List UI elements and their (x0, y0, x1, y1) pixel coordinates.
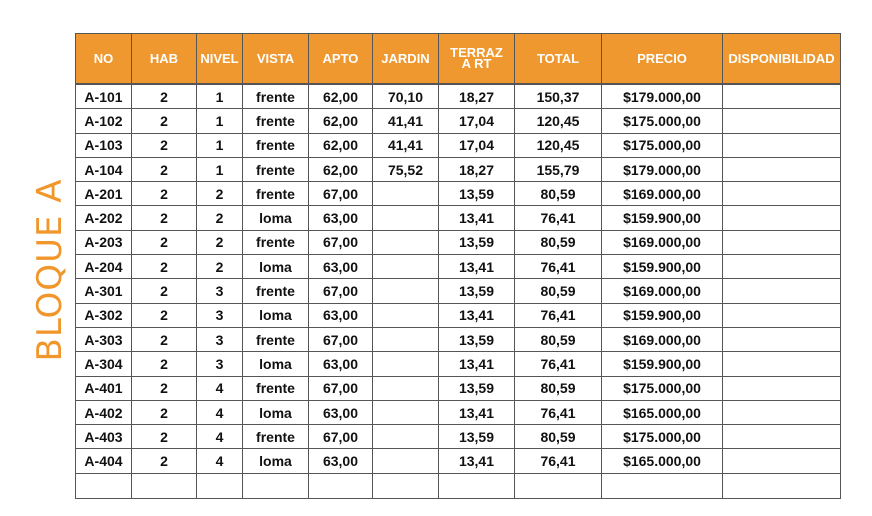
cell-no: A-102 (76, 109, 132, 133)
empty-cell (132, 473, 197, 498)
cell-apto: 67,00 (309, 376, 373, 400)
cell-disponibilidad (723, 255, 841, 279)
cell-apto: 62,00 (309, 109, 373, 133)
empty-cell (602, 473, 723, 498)
cell-jardin: 70,10 (373, 84, 439, 109)
cell-hab: 2 (132, 400, 197, 424)
block-label: BLOQUE A (30, 178, 70, 362)
table-row (76, 449, 841, 473)
cell-total: 76,41 (515, 352, 602, 376)
empty-table-row (76, 473, 841, 498)
table-row (76, 327, 841, 351)
apartment-price-table (75, 33, 841, 499)
cell-total: 155,79 (515, 157, 602, 181)
cell-disponibilidad (723, 303, 841, 327)
cell-disponibilidad (723, 327, 841, 351)
header-precio: PRECIO (602, 34, 723, 85)
cell-no: A-101 (76, 84, 132, 109)
empty-cell (439, 473, 515, 498)
cell-terraza: 17,04 (439, 133, 515, 157)
cell-vista: frente (243, 327, 309, 351)
cell-hab: 2 (132, 109, 197, 133)
table-row (76, 352, 841, 376)
cell-jardin: 41,41 (373, 109, 439, 133)
cell-terraza: 18,27 (439, 157, 515, 181)
cell-total: 80,59 (515, 376, 602, 400)
cell-total: 80,59 (515, 425, 602, 449)
cell-total: 80,59 (515, 182, 602, 206)
table-row (76, 425, 841, 449)
empty-cell (76, 473, 132, 498)
table-row (76, 133, 841, 157)
cell-jardin: 41,41 (373, 133, 439, 157)
cell-apto: 67,00 (309, 182, 373, 206)
cell-hab: 2 (132, 157, 197, 181)
cell-no: A-202 (76, 206, 132, 230)
cell-disponibilidad (723, 449, 841, 473)
cell-terraza: 18,27 (439, 84, 515, 109)
cell-hab: 2 (132, 84, 197, 109)
cell-hab: 2 (132, 279, 197, 303)
cell-precio: $179.000,00 (602, 84, 723, 109)
cell-vista: loma (243, 303, 309, 327)
cell-nivel: 1 (197, 157, 243, 181)
cell-hab: 2 (132, 303, 197, 327)
cell-total: 80,59 (515, 230, 602, 254)
cell-jardin: 75,52 (373, 157, 439, 181)
cell-nivel: 1 (197, 109, 243, 133)
cell-hab: 2 (132, 327, 197, 351)
cell-precio: $175.000,00 (602, 376, 723, 400)
cell-nivel: 4 (197, 376, 243, 400)
empty-cell (243, 473, 309, 498)
cell-apto: 67,00 (309, 425, 373, 449)
table-row (76, 303, 841, 327)
cell-no: A-104 (76, 157, 132, 181)
cell-vista: frente (243, 182, 309, 206)
cell-jardin (373, 303, 439, 327)
cell-total: 76,41 (515, 255, 602, 279)
header-jardin: JARDIN (373, 34, 439, 85)
cell-disponibilidad (723, 109, 841, 133)
cell-nivel: 2 (197, 206, 243, 230)
cell-disponibilidad (723, 352, 841, 376)
cell-no: A-401 (76, 376, 132, 400)
cell-nivel: 1 (197, 133, 243, 157)
table-row (76, 109, 841, 133)
header-disponibilidad: DISPONIBILIDAD (723, 34, 841, 85)
cell-jardin (373, 352, 439, 376)
cell-hab: 2 (132, 425, 197, 449)
cell-terraza: 13,59 (439, 425, 515, 449)
cell-precio: $175.000,00 (602, 109, 723, 133)
cell-jardin (373, 279, 439, 303)
cell-precio: $165.000,00 (602, 449, 723, 473)
cell-terraza: 13,59 (439, 182, 515, 206)
cell-jardin (373, 230, 439, 254)
cell-hab: 2 (132, 182, 197, 206)
cell-vista: loma (243, 400, 309, 424)
cell-precio: $165.000,00 (602, 400, 723, 424)
header-hab: HAB (132, 34, 197, 85)
cell-apto: 63,00 (309, 206, 373, 230)
empty-cell (515, 473, 602, 498)
cell-no: A-304 (76, 352, 132, 376)
cell-precio: $169.000,00 (602, 327, 723, 351)
cell-nivel: 4 (197, 425, 243, 449)
cell-apto: 67,00 (309, 279, 373, 303)
cell-nivel: 3 (197, 352, 243, 376)
cell-apto: 62,00 (309, 133, 373, 157)
cell-hab: 2 (132, 376, 197, 400)
table-row (76, 279, 841, 303)
cell-jardin (373, 255, 439, 279)
cell-total: 80,59 (515, 327, 602, 351)
cell-nivel: 2 (197, 182, 243, 206)
cell-no: A-402 (76, 400, 132, 424)
cell-terraza: 13,41 (439, 206, 515, 230)
cell-precio: $169.000,00 (602, 230, 723, 254)
header-row (76, 34, 841, 85)
table-row (76, 255, 841, 279)
cell-vista: frente (243, 279, 309, 303)
cell-no: A-403 (76, 425, 132, 449)
cell-precio: $175.000,00 (602, 133, 723, 157)
header-total: TOTAL (515, 34, 602, 85)
cell-nivel: 1 (197, 84, 243, 109)
cell-hab: 2 (132, 133, 197, 157)
cell-vista: frente (243, 109, 309, 133)
cell-hab: 2 (132, 352, 197, 376)
header-apto: APTO (309, 34, 373, 85)
cell-no: A-201 (76, 182, 132, 206)
cell-vista: loma (243, 206, 309, 230)
empty-cell (723, 473, 841, 498)
cell-disponibilidad (723, 206, 841, 230)
cell-disponibilidad (723, 133, 841, 157)
header-terraza: TERRAZA RT (439, 34, 515, 85)
cell-apto: 62,00 (309, 157, 373, 181)
cell-nivel: 4 (197, 400, 243, 424)
cell-terraza: 17,04 (439, 109, 515, 133)
cell-hab: 2 (132, 230, 197, 254)
cell-hab: 2 (132, 449, 197, 473)
cell-vista: frente (243, 425, 309, 449)
cell-total: 120,45 (515, 109, 602, 133)
cell-terraza: 13,59 (439, 327, 515, 351)
cell-no: A-404 (76, 449, 132, 473)
cell-total: 150,37 (515, 84, 602, 109)
cell-nivel: 3 (197, 327, 243, 351)
cell-jardin (373, 425, 439, 449)
cell-terraza: 13,41 (439, 400, 515, 424)
table-row (76, 400, 841, 424)
cell-vista: loma (243, 352, 309, 376)
cell-nivel: 4 (197, 449, 243, 473)
cell-precio: $175.000,00 (602, 425, 723, 449)
cell-apto: 63,00 (309, 449, 373, 473)
cell-terraza: 13,41 (439, 352, 515, 376)
cell-disponibilidad (723, 84, 841, 109)
cell-precio: $159.900,00 (602, 352, 723, 376)
table-body (76, 84, 841, 498)
cell-jardin (373, 327, 439, 351)
cell-vista: frente (243, 133, 309, 157)
table-row (76, 84, 841, 109)
cell-vista: frente (243, 84, 309, 109)
cell-jardin (373, 376, 439, 400)
cell-vista: loma (243, 449, 309, 473)
cell-no: A-203 (76, 230, 132, 254)
cell-apto: 63,00 (309, 303, 373, 327)
table-row (76, 230, 841, 254)
cell-terraza: 13,41 (439, 303, 515, 327)
header-vista: VISTA (243, 34, 309, 85)
cell-terraza: 13,59 (439, 230, 515, 254)
cell-hab: 2 (132, 255, 197, 279)
table-row (76, 157, 841, 181)
cell-jardin (373, 182, 439, 206)
cell-total: 80,59 (515, 279, 602, 303)
cell-precio: $159.900,00 (602, 255, 723, 279)
cell-total: 76,41 (515, 449, 602, 473)
cell-precio: $169.000,00 (602, 182, 723, 206)
cell-apto: 67,00 (309, 327, 373, 351)
cell-jardin (373, 449, 439, 473)
table-row (76, 376, 841, 400)
cell-disponibilidad (723, 400, 841, 424)
cell-terraza: 13,41 (439, 255, 515, 279)
cell-apto: 62,00 (309, 84, 373, 109)
cell-no: A-301 (76, 279, 132, 303)
cell-total: 76,41 (515, 206, 602, 230)
empty-cell (373, 473, 439, 498)
cell-no: A-204 (76, 255, 132, 279)
cell-precio: $159.900,00 (602, 206, 723, 230)
cell-total: 76,41 (515, 400, 602, 424)
cell-vista: frente (243, 230, 309, 254)
cell-terraza: 13,59 (439, 376, 515, 400)
cell-vista: frente (243, 157, 309, 181)
cell-nivel: 2 (197, 255, 243, 279)
cell-nivel: 2 (197, 230, 243, 254)
header-no: NO (76, 34, 132, 85)
table-row (76, 182, 841, 206)
cell-vista: frente (243, 376, 309, 400)
cell-total: 76,41 (515, 303, 602, 327)
cell-terraza: 13,59 (439, 279, 515, 303)
cell-terraza: 13,41 (439, 449, 515, 473)
cell-hab: 2 (132, 206, 197, 230)
cell-jardin (373, 400, 439, 424)
empty-cell (309, 473, 373, 498)
cell-apto: 63,00 (309, 352, 373, 376)
cell-precio: $169.000,00 (602, 279, 723, 303)
cell-no: A-302 (76, 303, 132, 327)
cell-apto: 63,00 (309, 255, 373, 279)
cell-nivel: 3 (197, 279, 243, 303)
cell-disponibilidad (723, 182, 841, 206)
cell-precio: $159.900,00 (602, 303, 723, 327)
empty-cell (197, 473, 243, 498)
cell-disponibilidad (723, 376, 841, 400)
cell-disponibilidad (723, 279, 841, 303)
header-nivel: NIVEL (197, 34, 243, 85)
cell-nivel: 3 (197, 303, 243, 327)
cell-jardin (373, 206, 439, 230)
cell-no: A-103 (76, 133, 132, 157)
cell-vista: loma (243, 255, 309, 279)
cell-no: A-303 (76, 327, 132, 351)
cell-disponibilidad (723, 157, 841, 181)
cell-total: 120,45 (515, 133, 602, 157)
cell-apto: 63,00 (309, 400, 373, 424)
cell-disponibilidad (723, 425, 841, 449)
table-row (76, 206, 841, 230)
cell-disponibilidad (723, 230, 841, 254)
cell-apto: 67,00 (309, 230, 373, 254)
cell-precio: $179.000,00 (602, 157, 723, 181)
